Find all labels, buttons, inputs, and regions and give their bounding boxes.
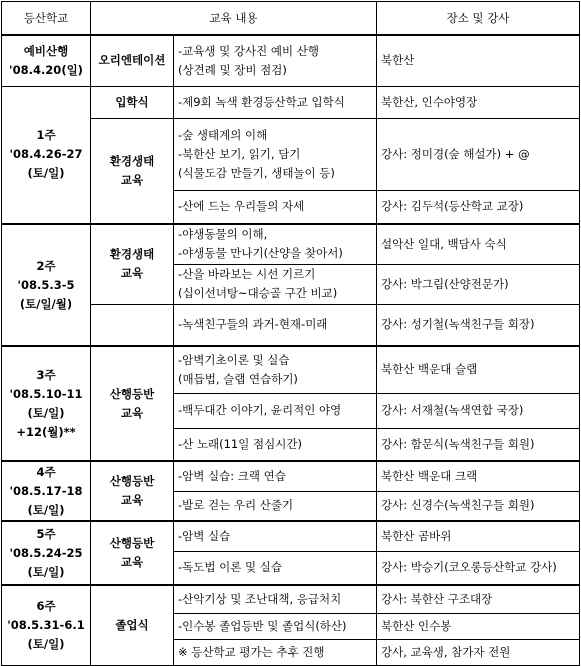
period-line: '08.4.26-27 xyxy=(9,147,83,162)
content-line: -북한산 보기, 읽기, 담기 xyxy=(178,146,301,161)
period-line: (토/일) xyxy=(27,502,65,517)
period-line: (토/일) xyxy=(27,405,65,420)
content-cell: -암벽 실습 xyxy=(174,521,377,551)
category-cell: 졸업식 xyxy=(91,585,174,665)
table-row xyxy=(2,461,580,491)
category-line: 교육 xyxy=(120,172,144,187)
content-cell xyxy=(174,264,377,304)
header-school: 등산학교 xyxy=(2,2,91,36)
place-cell: 북한산 백운대 슬랩 xyxy=(377,346,580,393)
period-cell xyxy=(2,585,91,665)
place-cell: 강사: 김두석(등산학교 교장) xyxy=(377,190,580,224)
content-cell: -녹색친구들의 과거-현재-미래 xyxy=(174,304,377,346)
header-content: 교육 내용 xyxy=(91,2,377,36)
period-line: '08.5.10-11 xyxy=(9,386,83,401)
content-cell: -산에 드는 우리들의 자세 xyxy=(174,190,377,224)
category-line: 환경생태 xyxy=(109,153,155,168)
period-line: (토/일) xyxy=(27,636,65,651)
content-cell xyxy=(174,35,377,86)
place-cell: 북한산 곰바위 xyxy=(377,521,580,551)
content-cell xyxy=(174,118,377,190)
period-line: '08.5.24-25 xyxy=(9,545,83,560)
period-cell xyxy=(2,461,91,521)
category-cell xyxy=(91,461,174,521)
table-row xyxy=(2,86,580,118)
period-line: 예비산행 xyxy=(23,43,69,58)
place-cell: 강사: 함문식(녹색친구들 회원) xyxy=(377,428,580,461)
period-cell xyxy=(2,346,91,461)
table-row xyxy=(2,521,580,551)
period-line: (토/일) xyxy=(27,564,65,579)
content-cell: -제9회 녹색 환경등산학교 입학식 xyxy=(174,86,377,118)
content-line: -야생동물 만나기(산양을 찾아서) xyxy=(178,246,343,261)
content-cell xyxy=(174,224,377,264)
place-cell: 강사: 박승기(코오롱등산학교 강사) xyxy=(377,551,580,585)
content-cell xyxy=(174,346,377,393)
table-row xyxy=(2,224,580,264)
place-cell: 강사: 정미경(숲 해설가) + @ xyxy=(377,118,580,190)
table-row xyxy=(2,346,580,393)
category-line: 환경생태 xyxy=(109,247,155,262)
period-cell xyxy=(2,86,91,224)
content-line: (식물도감 만들기, 생태놀이 등) xyxy=(178,165,335,180)
place-cell: 강사: 박그림(산양전문가) xyxy=(377,264,580,304)
content-cell: -독도법 이론 및 실습 xyxy=(174,551,377,585)
content-cell: -암벽 실습: 크랙 연습 xyxy=(174,461,377,491)
category-line: 교육 xyxy=(120,266,144,281)
content-cell: -발로 걷는 우리 산줄기 xyxy=(174,491,377,521)
place-cell: 북한산, 인수야영장 xyxy=(377,86,580,118)
period-line: 3주 xyxy=(36,367,56,382)
period-line: +12(월)** xyxy=(16,424,76,439)
content-line: (매듭법, 슬랩 연습하기) xyxy=(178,371,298,386)
place-cell: 설악산 일대, 백담사 숙식 xyxy=(377,224,580,264)
place-cell: 북한산 xyxy=(377,35,580,86)
category-cell xyxy=(91,118,174,224)
content-cell: -산 노래(11일 점심시간) xyxy=(174,428,377,461)
period-line: (토/일) xyxy=(27,166,65,181)
period-line: '08.5.31-6.1 xyxy=(7,617,85,632)
period-line: '08.5.17-18 xyxy=(9,483,83,498)
category-cell xyxy=(91,224,174,304)
place-cell: 강사, 교육생, 참가자 전원 xyxy=(377,639,580,665)
table-row xyxy=(2,585,580,613)
period-cell xyxy=(2,224,91,346)
place-cell: 강사: 서재철(녹색연합 국장) xyxy=(377,393,580,428)
category-cell: 입학식 xyxy=(91,86,174,118)
content-line: -암벽기초이론 및 실습 xyxy=(178,352,290,367)
category-line: 교육 xyxy=(120,405,144,420)
period-line: 2주 xyxy=(36,258,56,273)
period-line: '08.5.3-5 xyxy=(17,277,75,292)
category-cell: 오리엔테이션 xyxy=(91,35,174,86)
place-cell: 북한산 인수봉 xyxy=(377,613,580,639)
category-line: 산행등반 xyxy=(109,386,155,401)
content-cell: -산악기상 및 조난대책, 응급처치 xyxy=(174,585,377,613)
category-cell xyxy=(91,304,174,346)
header-row xyxy=(2,2,580,36)
place-cell: 강사: 신경수(녹색친구들 회원) xyxy=(377,491,580,521)
content-cell: -인수봉 졸업등반 및 졸업식(하산) xyxy=(174,613,377,639)
header-place: 장소 및 강사 xyxy=(377,2,580,36)
content-cell: ※ 등산학교 평가는 추후 진행 xyxy=(174,639,377,665)
category-cell xyxy=(91,521,174,585)
period-line: 1주 xyxy=(36,128,56,143)
period-line: (토/일/월) xyxy=(19,296,73,311)
category-line: 산행등반 xyxy=(109,536,155,550)
content-line: -야생동물의 이해, xyxy=(178,227,268,242)
table-row xyxy=(2,35,580,86)
category-line: 교육 xyxy=(120,555,144,569)
content-line: -숲 생태계의 이해 xyxy=(178,127,268,142)
period-cell xyxy=(2,35,91,86)
content-line: -교육생 및 강사진 예비 산행 xyxy=(178,43,319,58)
category-line: 산행등반 xyxy=(109,474,155,488)
schedule-table xyxy=(1,1,580,666)
content-line: (십이선녀탕~대승골 구간 비교) xyxy=(178,286,338,300)
place-cell: 강사: 북한산 구조대장 xyxy=(377,585,580,613)
content-line: -산을 바라보는 시선 기르기 xyxy=(178,267,316,281)
place-cell: 강사: 성기철(녹색친구들 회장) xyxy=(377,304,580,346)
period-line: '08.4.20(일) xyxy=(9,62,83,77)
period-line: 4주 xyxy=(36,464,56,479)
period-cell xyxy=(2,521,91,585)
content-cell: -백두대간 이야기, 윤리적인 야영 xyxy=(174,393,377,428)
content-line: (상견례 및 장비 점검) xyxy=(178,62,287,77)
period-line: 6주 xyxy=(36,598,56,613)
place-cell: 북한산 백운대 크랙 xyxy=(377,461,580,491)
period-line: 5주 xyxy=(36,526,56,541)
category-line: 교육 xyxy=(120,493,144,507)
category-cell xyxy=(91,346,174,461)
